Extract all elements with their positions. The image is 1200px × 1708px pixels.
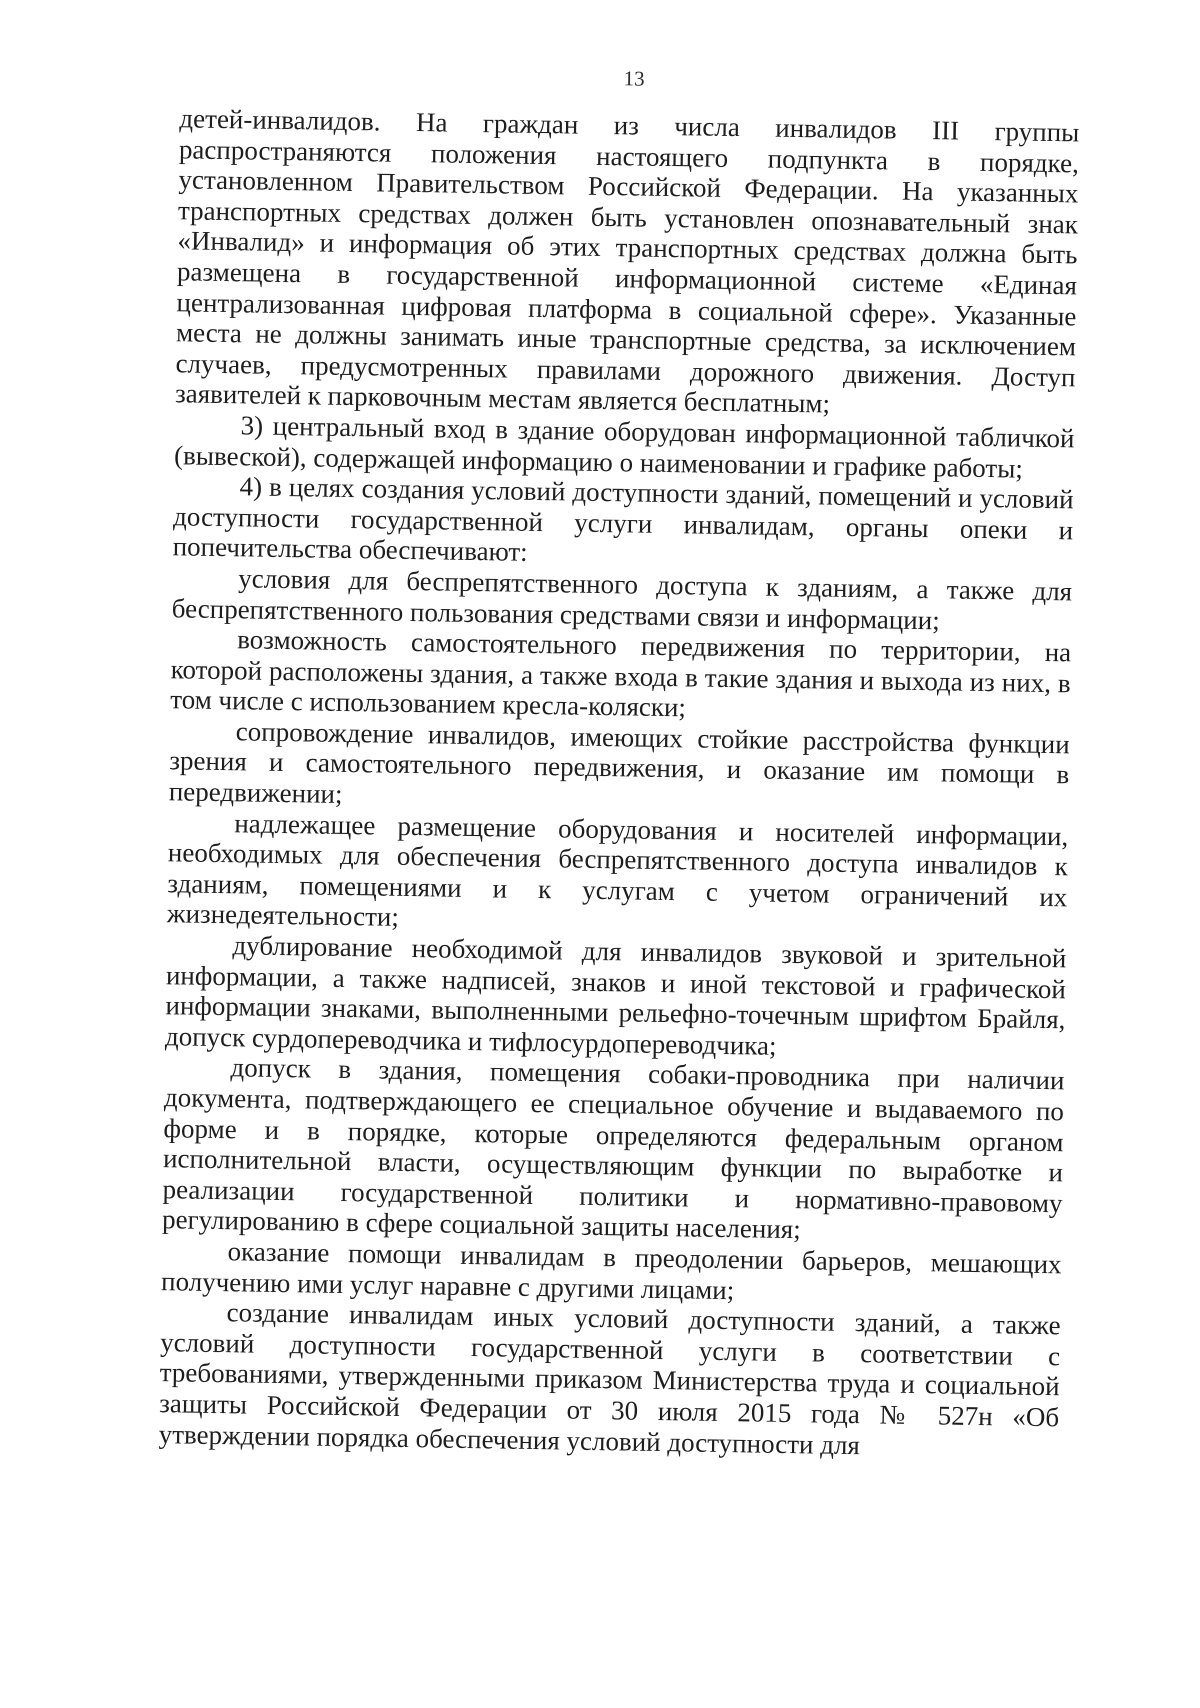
paragraph-information-duplication: дублирование необходимой для инвалидов звуковой и зрительной информации, а также надписей, знаков и иной текстовой и графической информации знаками, выполненными рельефно-точечным шрифтом Брайля, допуск сурдопереводчика и тифлосурдопереводчика; bbox=[164, 930, 1067, 1061]
paragraph-barrier-free-access: условия для беспрепятственного доступа к зданиям, а также для беспрепятственного пользования средствами связи и информации; bbox=[171, 563, 1073, 635]
paragraph-item-4-accessibility: 4) в целях создания условий доступности зданий, помещений и условий доступности государственной услуги инвалидам, органы опеки и попечительства обеспечивают: bbox=[172, 471, 1074, 568]
paragraph-equipment-placement: надлежащее размещение оборудования и носителей информации, необходимых для обеспечения беспрепятственного доступа инвалидов к зданиям, помещениями и к услугам с учетом ограничений их жизнедеятельности; bbox=[166, 807, 1069, 933]
document-body bbox=[159, 103, 1080, 1463]
paragraph-other-conditions: создание инвалидам иных условий доступности зданий, а также условий доступности государственной услуги в соответствии с требованиями, утвержденными приказом Министерства труда и социальной защиты Российской Федерации от 30 июля 2015 года № 527н «Об утверждении порядка обеспечения условий доступности для bbox=[158, 1297, 1061, 1460]
paragraph-escort-assistance: сопровождение инвалидов, имеющих стойкие расстройства функции зрения и самостоятельного передвижения, и оказание им помощи в передвижении; bbox=[168, 716, 1070, 810]
paragraph-barrier-help: оказание помощи инвалидам в преодолении барьеров, мешающих получению ими услуг наравне с другими лицами; bbox=[160, 1236, 1062, 1305]
paragraph-independent-movement: возможность самостоятельного передвижения по территории, на которой расположены здания, а также входа в такие здания и выхода из них, в том числе с использованием кресла-коляски; bbox=[170, 624, 1072, 723]
paragraph-parking-continuation: детей-инвалидов. На граждан из числа инвалидов III группы распространяются положения настоящего подпункта в порядке, установленном Правительством Российской Федерации. На указанных транспортных средствах должен быть установлен опознавательный знак «Инвалид» и информация об этих транспортных средствах должна быть размещена в государственной информационной системе «Единая централизованная цифровая платформа в социальной сфере». Указанные места не должны занимать иные транспортные средства, за исключением случаев, предусмотренных правилами дорожного движения. Доступ заявителей к парковочным местам является бесплатным; bbox=[174, 103, 1080, 419]
paragraph-item-3-entrance-sign: 3) центральный вход в здание оборудован информационной табличкой (вывеской), содержащей информацию о наименовании и графике работы; bbox=[173, 410, 1075, 484]
page-number: 13 bbox=[623, 66, 645, 91]
paragraph-guide-dog-admission: допуск в здания, помещения собаки-проводника при наличии документа, подтверждающего ее специальное обучение и выдаваемого по форме и в порядке, которые определяются федеральным органом исполнительной власти, осуществляющим функции по выработке и реализации государственной политики и нормативно-правовому регулированию в сфере социальной защиты населения; bbox=[161, 1052, 1065, 1245]
